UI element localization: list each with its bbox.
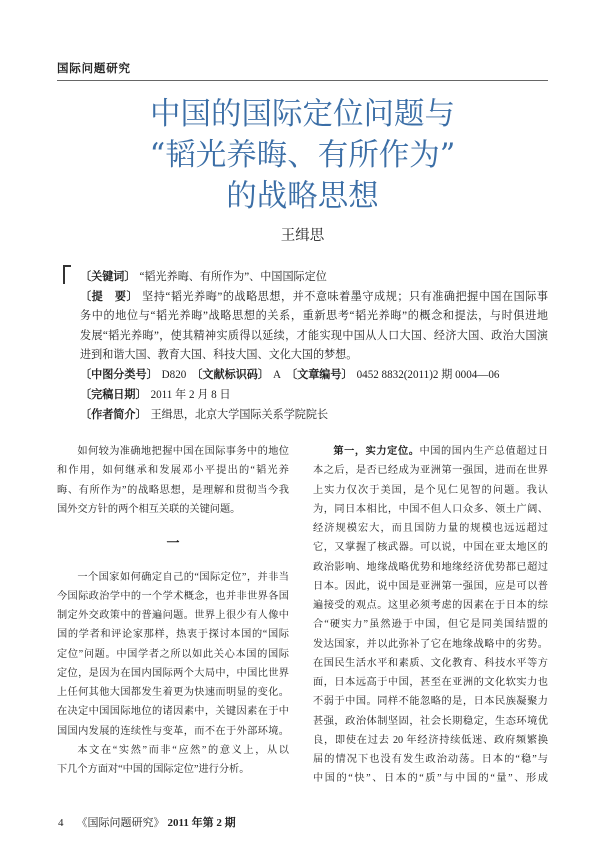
keywords-row [80, 267, 548, 287]
text-line: 国的学者和评论家那样，热衷于探讨本国的“国际 [57, 629, 289, 641]
text-line: 制定外交政策中的普遍问题。世界上很少有人像中 [57, 610, 289, 621]
summary-line: 坚持“韬光养晦”的战略思想，并不意味着墨守成规；只有准确把握中国在国际事 [142, 291, 548, 304]
title-line: 的战略思想 [226, 179, 379, 214]
completed-label: 〔完稿日期〕 [80, 388, 147, 402]
text-line: 遍接受的观点。这里必须考虑的因素在于日本的综 [313, 600, 548, 611]
text-line: 良，即使在过去 20 年经济持续低迷、政府频繁换 [313, 734, 548, 746]
text-line: 晦、有所作为”的战略思想，是理解和贯彻当今我 [57, 484, 289, 496]
section-lead: 第一，实力定位。 [333, 446, 420, 457]
text-line: 今国际政治学中的一个学术概念，也并非世界各国 [57, 590, 289, 602]
page-number: 4 [58, 817, 64, 829]
summary-label: 〔提 要〕 [80, 290, 139, 304]
intro-paragraph [57, 442, 289, 519]
text-line: 本文在“实然”而非“应然”的意义上，从以 [77, 744, 289, 756]
text-line: 甚强，政治体制坚固，社会长期稳定，生态环境优 [313, 715, 548, 727]
article-number-value: 0452 8832(2011)2 期 0004—06 [356, 369, 500, 382]
text-line: 为，同日本相比，中国不但人口众多、领土广阔、 [313, 503, 548, 515]
author-bio-value: 王缉思，北京大学国际关系学院院长 [150, 409, 329, 422]
lead-line-rest: 中国的国内生产总值超过日 [419, 446, 549, 457]
author-name: 王缉思 [280, 228, 325, 244]
catalog-row [80, 365, 548, 385]
text-line: 国外交方针的两个相互关联的关键问题。 [57, 503, 241, 515]
text-line: 下几个方面对“中国的国际定位”进行分析。 [57, 764, 250, 775]
keywords-value: “韬光养晦、有所作为”、中国国际定位 [139, 271, 327, 283]
classification-label: 〔中图分类号〕 [80, 368, 158, 382]
running-header: 国际问题研究 [57, 61, 131, 75]
text-line: 不弱于中国。同样不能忽略的是，日本民族凝聚力 [313, 696, 548, 708]
summary-line: 进到和谐大国、教育大国、科技大国、文化大国的梦想。 [80, 348, 358, 361]
completed-row [80, 385, 548, 405]
completed-value: 2011 年 2 月 8 日 [150, 389, 231, 402]
document-code-value: A [273, 369, 282, 382]
page-footer [58, 815, 236, 831]
paragraph [313, 461, 548, 788]
abstract-block [80, 267, 548, 426]
text-line: 经济规模宏大，而且国防力量的规模也远远超过 [313, 523, 548, 534]
text-line: 本之后，是否已经成为亚洲第一强国，进而在世界 [313, 465, 548, 477]
text-line: 合“硬实力”虽然逊于中国，但它是同美国结盟的 [313, 619, 548, 631]
text-line [313, 442, 548, 461]
text-line: 在决定中国国际地位的诸因素中，关键因素在于中 [57, 706, 289, 718]
abstract-corner-bracket [63, 265, 71, 284]
text-line: 如何较为准确地把握中国在国际事务中的地位 [77, 446, 289, 457]
left-column [57, 442, 289, 782]
text-line: 上实力仅次于美国，是个见仁见智的问题。我认 [313, 484, 548, 496]
journal-issue: 2011 年第 2 期 [167, 817, 236, 829]
classification-value: D820 [161, 369, 187, 382]
article-title [57, 94, 548, 217]
summary-line: 发展“韬光养晦”，使其精神实质得以延续，才能实现中国从人口大国、经济大国、政治大国演 [80, 329, 548, 342]
header-rule [57, 80, 548, 81]
text-line: 届的情况下也没有发生政治动荡。日本的“稳”与 [313, 754, 548, 765]
text-line: 和作用，如何继承和发展邓小平提出的“韬光养 [57, 465, 289, 477]
text-line: 在国民生活水平和素质、文化教育、科技水平等方 [313, 657, 548, 669]
keywords-label: 〔关键词〕 [80, 270, 136, 283]
author-bio-label: 〔作者简介〕 [80, 408, 147, 422]
paragraph [57, 741, 289, 780]
text-line: 日本。因此，说中国是亚洲第一强国，应是可以普 [313, 580, 548, 592]
text-line: 定位，是因为在国内国际两个大局中，中国比世界 [57, 667, 289, 679]
author-bio-row [80, 405, 548, 425]
text-line: 中国的“快”、日本的“质”与中国的“量”、形成 [313, 773, 548, 785]
journal-name: 《国际问题研究》 [76, 817, 165, 829]
section-number: 一 [166, 536, 180, 551]
text-line: 发达国家，并以此弥补了它在地缘战略中的劣势。 [313, 638, 548, 650]
title-line: “韬光养晦、有所作为” [149, 138, 456, 173]
text-line: 上任何其他大国都发生着更为快速而明显的变化。 [57, 687, 289, 698]
text-line: 一个国家如何确定自己的“国际定位”，并非当 [77, 571, 289, 583]
summary-row [80, 287, 548, 307]
article-number-label: 〔文章编号〕 [286, 368, 353, 382]
text-line: 面，日本远高于中国，甚至在亚洲的文化软实力也 [313, 677, 548, 688]
summary-line: 务中的地位与“韬光养晦”战略思想的关系，重新思考“韬光养晦”的概念和提法，与时俱进地 [80, 310, 548, 323]
text-line: 国国内发展的连续性与变革，而不在于外部环境。 [57, 725, 289, 737]
paragraph [57, 568, 289, 741]
right-column [313, 442, 548, 789]
text-line: 政治影响、地缘战略优势和地缘经济优势都已超过 [313, 561, 548, 573]
title-line: 中国的国际定位问题与 [150, 97, 455, 132]
text-line: 它，又掌握了核武器。可以说，中国在亚太地区的 [313, 542, 548, 554]
section-body [57, 568, 289, 780]
document-code-label: 〔文献标识码〕 [191, 368, 269, 382]
text-line: 定位”问题。中国学者之所以如此关心本国的国际 [57, 648, 289, 660]
